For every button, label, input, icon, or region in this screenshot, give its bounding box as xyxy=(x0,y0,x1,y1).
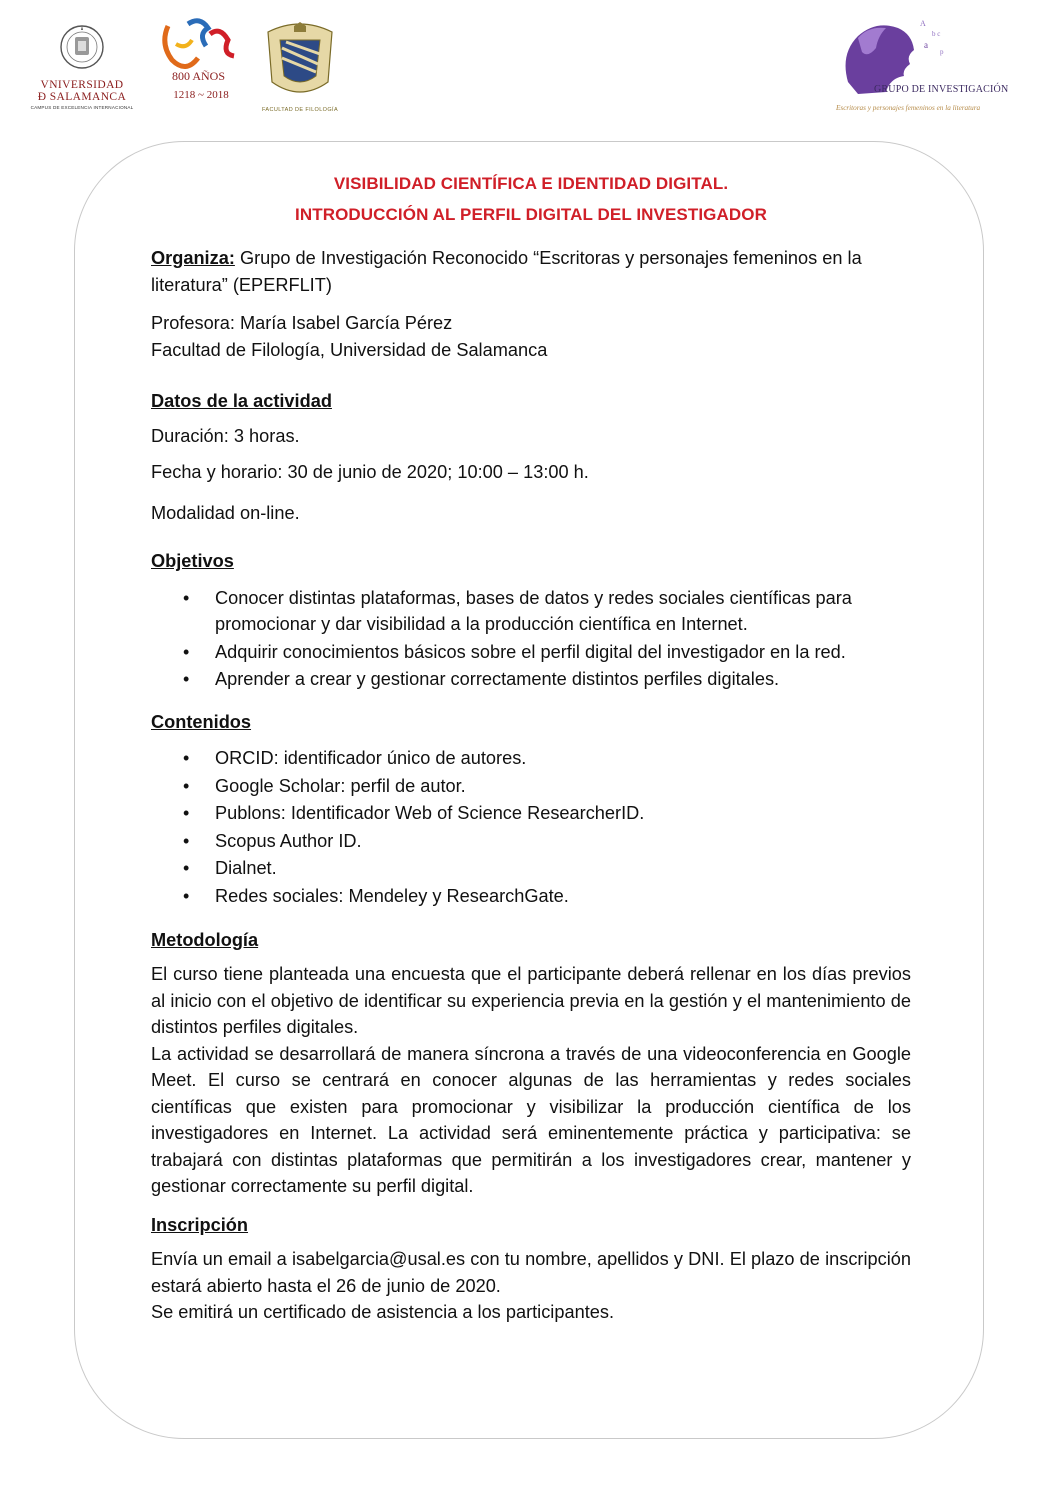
facultad-filologia-logo xyxy=(258,22,342,112)
contenidos-list xyxy=(151,745,911,911)
inscripcion-heading: Inscripción xyxy=(151,1214,249,1235)
filologia-coat-of-arms-icon xyxy=(258,22,342,100)
list-item: • Aprender a crear y gestionar correctamente distintos perfiles digitales. xyxy=(215,666,911,693)
university-crest-icon xyxy=(59,24,105,70)
organiza-label: Organiza: xyxy=(151,248,235,268)
title-line-2: INTRODUCCIÓN AL PERFIL DIGITAL DEL INVESTIGADOR xyxy=(295,205,767,224)
list-item: • Adquirir conocimientos básicos sobre el perfil digital del investigador en la red. xyxy=(215,639,911,666)
svg-text:b c: b c xyxy=(932,30,941,38)
metodologia-heading: Metodología xyxy=(151,929,259,950)
document-title xyxy=(151,168,911,230)
list-item: • Redes sociales: Mendeley y ResearchGate. xyxy=(215,883,911,911)
universidad-line3: CAMPUS DE EXCELENCIA INTERNACIONAL xyxy=(30,105,134,110)
list-item: • ORCID: identificador único de autores. xyxy=(215,745,911,773)
organiza-text: Grupo de Investigación Reconocido “Escritoras y personajes femeninos en la literatura” (EPERFLIT) xyxy=(151,248,862,295)
list-item: • Conocer distintas plataformas, bases de datos y redes sociales científicas para promocionar y dar visibilidad a la producción científica en Internet. xyxy=(215,585,911,638)
organiza-paragraph xyxy=(151,245,911,298)
grupo-title: GRUPO DE INVESTIGACIÓN xyxy=(874,84,1009,95)
filologia-caption: FACULTAD DE FILOLOGÍA xyxy=(261,107,339,113)
objetivos-heading: Objetivos xyxy=(151,551,234,571)
grupo-subtitle: Escritoras y personajes femeninos en la literatura xyxy=(836,104,981,112)
grupo-investigacion-logo xyxy=(828,14,1009,122)
title-line-1: VISIBILIDAD CIENTÍFICA E IDENTIDAD DIGITAL. xyxy=(333,174,729,193)
inscripcion-p2: Se emitirá un certificado de asistencia a los participantes. xyxy=(151,1302,615,1323)
usal-800-anos-logo xyxy=(158,14,244,114)
svg-text:A: A xyxy=(920,19,926,28)
list-item: • Google Scholar: perfil de autor. xyxy=(215,773,911,801)
objetivos-list xyxy=(151,585,911,693)
list-item: • Publons: Identificador Web of Science ResearcherID. xyxy=(215,800,911,828)
document-body xyxy=(151,168,911,1326)
usal-800-dates: 1218 ~ 2018 xyxy=(173,89,229,101)
modalidad-line: Modalidad on-line. xyxy=(151,502,300,523)
contenidos-heading: Contenidos xyxy=(151,711,252,732)
usal-800-years-text: 800 AÑOS xyxy=(172,69,226,83)
list-item: • Dialnet. xyxy=(215,855,911,883)
universidad-line2: Ð SALAMANCA xyxy=(37,91,127,103)
duracion-line: Duración: 3 horas. xyxy=(151,425,300,446)
metodologia-p2: La actividad se desarrollará de manera síncrona a través de una videoconferencia en Google Meet. El curso se centrará en conocer algunas de las herramientas y redes sociales científicas que existen para promocionar y visibilizar la producción científica de los investigadores en Internet. La actividad será eminentemente práctica y participativa: se trabajará con distintas plataformas que permitirán a los investigadores crear, mantener y gestionar correctamente su perfil digital. xyxy=(151,1043,911,1197)
usal-800-emblem-icon xyxy=(158,14,244,84)
profesora-line: Profesora: María Isabel García Pérez xyxy=(151,313,453,333)
inscripcion-p1: Envía un email a isabelgarcia@usal.es con tu nombre, apellidos y DNI. El plazo de inscripción estará abierto hasta el 26 de junio de 2020. xyxy=(151,1249,911,1296)
metodologia-p1: El curso tiene planteada una encuesta que el participante deberá rellenar en los días previos al inicio con el objetivo de identificar su experiencia previa en la gestión y el mantenimiento de distintos perfiles digitales. xyxy=(151,964,911,1038)
list-item: • Scopus Author ID. xyxy=(215,828,911,856)
facultad-line: Facultad de Filología, Universidad de Salamanca xyxy=(151,339,548,360)
fecha-line: Fecha y horario: 30 de junio de 2020; 10:00 – 13:00 h. xyxy=(151,462,589,482)
datos-heading: Datos de la actividad xyxy=(151,391,332,411)
svg-text:p: p xyxy=(940,48,944,56)
svg-text:a: a xyxy=(924,40,928,50)
universidad-line1: VNIVERSIDAD xyxy=(40,79,124,91)
universidad-salamanca-logo xyxy=(28,24,136,112)
